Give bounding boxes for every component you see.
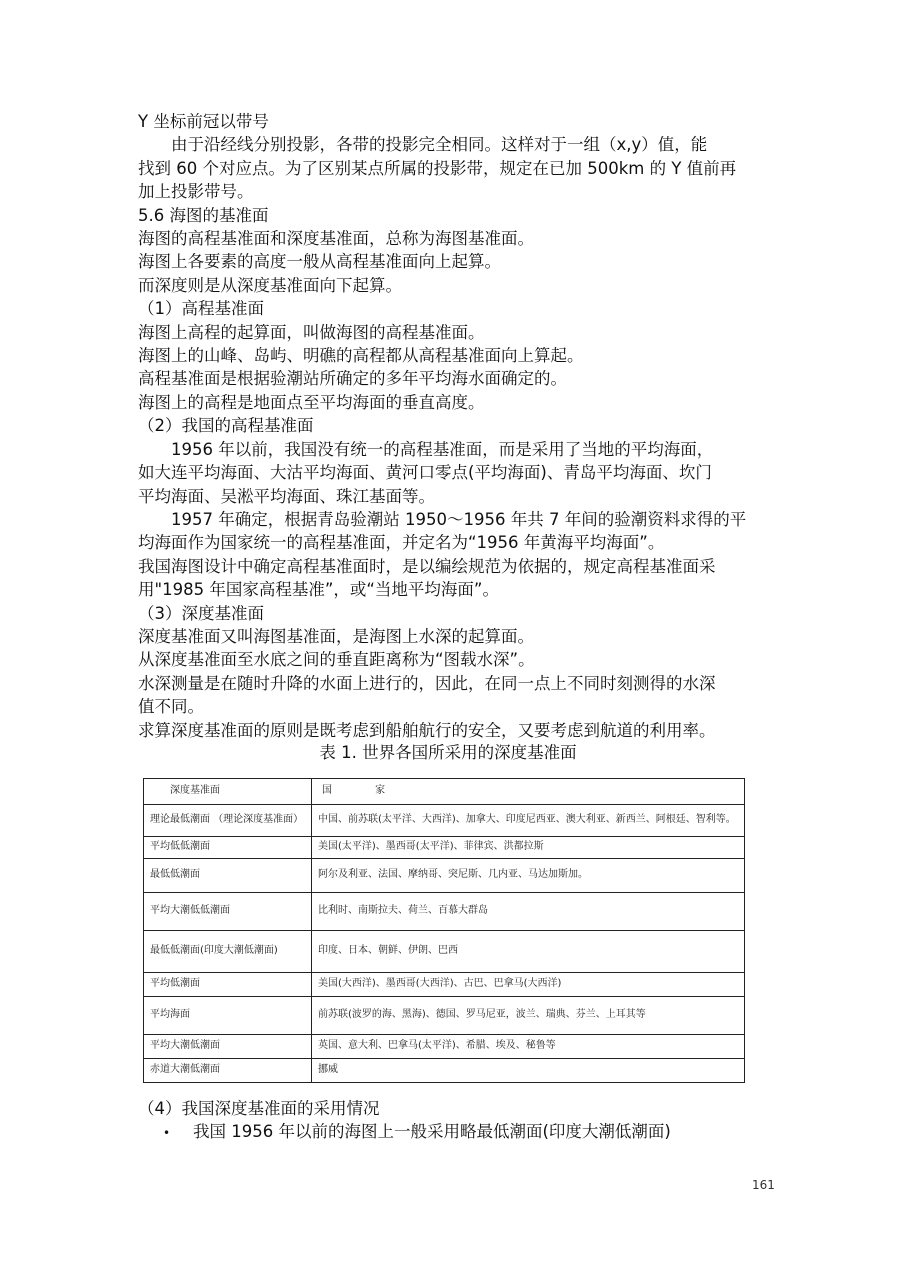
text-line: 用"1985 年国家高程基准”，或“当地平均海面”。 — [138, 580, 499, 600]
text-line: （3）深度基准面 — [138, 603, 264, 623]
text-line: 海图的高程基准面和深度基准面，总称为海图基准面。 — [138, 229, 534, 249]
bullet-icon: • — [163, 1126, 171, 1141]
text-line: Y 坐标前冠以带号 — [138, 112, 269, 131]
datum-name-cell: 平均大潮低潮面 — [144, 1034, 312, 1058]
text-line: （1）高程基准面 — [138, 299, 264, 319]
table-row — [144, 930, 745, 972]
table-row — [144, 804, 745, 836]
table-row — [144, 1058, 745, 1082]
table-row — [144, 1034, 745, 1058]
table-caption: 表 1. 世界各国所采用的深度基准面 — [319, 742, 577, 762]
text-line: 而深度则是从深度基准面向下起算。 — [138, 275, 402, 295]
text-line: 由于沿经线分别投影，各带的投影完全相同。这样对于一组（x,y）值，能 — [171, 135, 708, 155]
text-line: 海图上的山峰、岛屿、明礁的高程都从高程基准面向上算起。 — [138, 346, 584, 366]
countries-cell: 印度、日本、朝鲜、伊朗、巴西 — [312, 930, 745, 972]
text-line: 从深度基准面至水底之间的垂直距离称为“图载水深”。 — [138, 650, 535, 670]
countries-cell: 前苏联(波罗的海、黑海)、德国、罗马尼亚，波兰、瑞典、芬兰、上耳其等 — [312, 996, 745, 1034]
text-line: 1957 年确定，根据青岛验潮站 1950～1956 年共 7 年间的验潮资料求得的平 — [171, 509, 747, 529]
text-line: 高程基准面是根据验潮站所确定的多年平均海水面确定的。 — [138, 369, 567, 389]
countries-cell: 中国、前苏联(太平洋、大西洋)、加拿大、印度尼西亚、澳大利亚、新西兰、阿根廷、智利等。 — [312, 804, 745, 836]
bullet-item — [138, 1120, 772, 1145]
table-row — [144, 836, 745, 858]
datum-name-cell: 赤道大潮低潮面 — [144, 1058, 312, 1082]
body-text — [138, 110, 772, 742]
text-line: 5.6 海图的基准面 — [138, 205, 269, 225]
header-countries: 国 家 — [312, 778, 745, 804]
countries-cell: 阿尔及利亚、法国、摩纳哥、突尼斯、几内亚、马达加斯加。 — [312, 858, 745, 892]
text-line: 海图上各要素的高度一般从高程基准面向上起算。 — [138, 252, 501, 272]
text-line: 我国海图设计中确定高程基准面时，是以编绘规范为依据的，规定高程基准面采 — [138, 556, 716, 576]
datum-name-cell: 平均低低潮面 — [144, 836, 312, 858]
datum-name-cell: 平均大潮低低潮面 — [144, 892, 312, 930]
table-header-row — [144, 778, 745, 804]
countries-cell: 美国(大西洋)、墨西哥(大西洋)、古巴、巴拿马(大西洋) — [312, 972, 745, 996]
bullet-text: 我国 1956 年以前的海图上一般采用略最低潮面(印度大潮低潮面) — [193, 1122, 671, 1142]
text-line: 求算深度基准面的原则是既考虑到船舶航行的安全，又要考虑到航道的利用率。 — [138, 720, 716, 740]
countries-cell: 比利时、南斯拉夫、荷兰、百慕大群岛 — [312, 892, 745, 930]
depth-datum-table — [143, 778, 745, 1083]
text-line: 平均海面、吴淞平均海面、珠江基面等。 — [138, 486, 435, 506]
section-4-heading: （4）我国深度基准面的采用情况 — [138, 1098, 380, 1118]
datum-name-cell: 最低低潮面 — [144, 858, 312, 892]
page-number: 161 — [752, 1178, 775, 1192]
table-row — [144, 996, 745, 1034]
text-line: （2）我国的高程基准面 — [138, 416, 314, 436]
datum-name-cell: 平均海面 — [144, 996, 312, 1034]
text-line: 1956 年以前，我国没有统一的高程基准面，而是采用了当地的平均海面， — [171, 439, 714, 459]
text-line: 海图上的高程是地面点至平均海面的垂直高度。 — [138, 392, 485, 412]
datum-name-cell: 理论最低潮面 （理论深度基准面） — [144, 804, 312, 836]
countries-cell: 美国(太平洋)、墨西哥(太平洋)、菲律宾、洪都拉斯 — [312, 836, 745, 858]
text-line: 如大连平均海面、大沽平均海面、黄河口零点(平均海面)、青岛平均海面、坎门 — [138, 463, 712, 483]
table-row — [144, 858, 745, 892]
text-line: 深度基准面又叫海图基准面，是海图上水深的起算面。 — [138, 626, 534, 646]
table-row — [144, 892, 745, 930]
datum-name-cell: 最低低潮面(印度大潮低潮面) — [144, 930, 312, 972]
datum-name-cell: 平均低潮面 — [144, 972, 312, 996]
bullet-list — [138, 1120, 772, 1145]
text-line: 海图上高程的起算面，叫做海图的高程基准面。 — [138, 322, 485, 342]
text-line: 加上投影带号。 — [138, 182, 254, 202]
header-datum: 深度基准面 — [144, 778, 312, 804]
countries-cell: 挪威 — [312, 1058, 745, 1082]
section-4 — [138, 1097, 772, 1146]
table-row — [144, 972, 745, 996]
page-content — [138, 110, 772, 1146]
text-line: 水深测量是在随时升降的水面上进行的，因此，在同一点上不同时刻测得的水深 — [138, 673, 716, 693]
text-line: 均海面作为国家统一的高程基准面，并定名为“1956 年黄海平均海面”。 — [138, 533, 665, 553]
countries-cell: 英国、意大利、巴拿马(太平洋)、希腊、埃及、秘鲁等 — [312, 1034, 745, 1058]
text-line: 找到 60 个对应点。为了区别某点所属的投影带，规定在已加 500km 的 Y 值前再 — [138, 158, 737, 178]
text-line: 值不同。 — [138, 697, 204, 717]
